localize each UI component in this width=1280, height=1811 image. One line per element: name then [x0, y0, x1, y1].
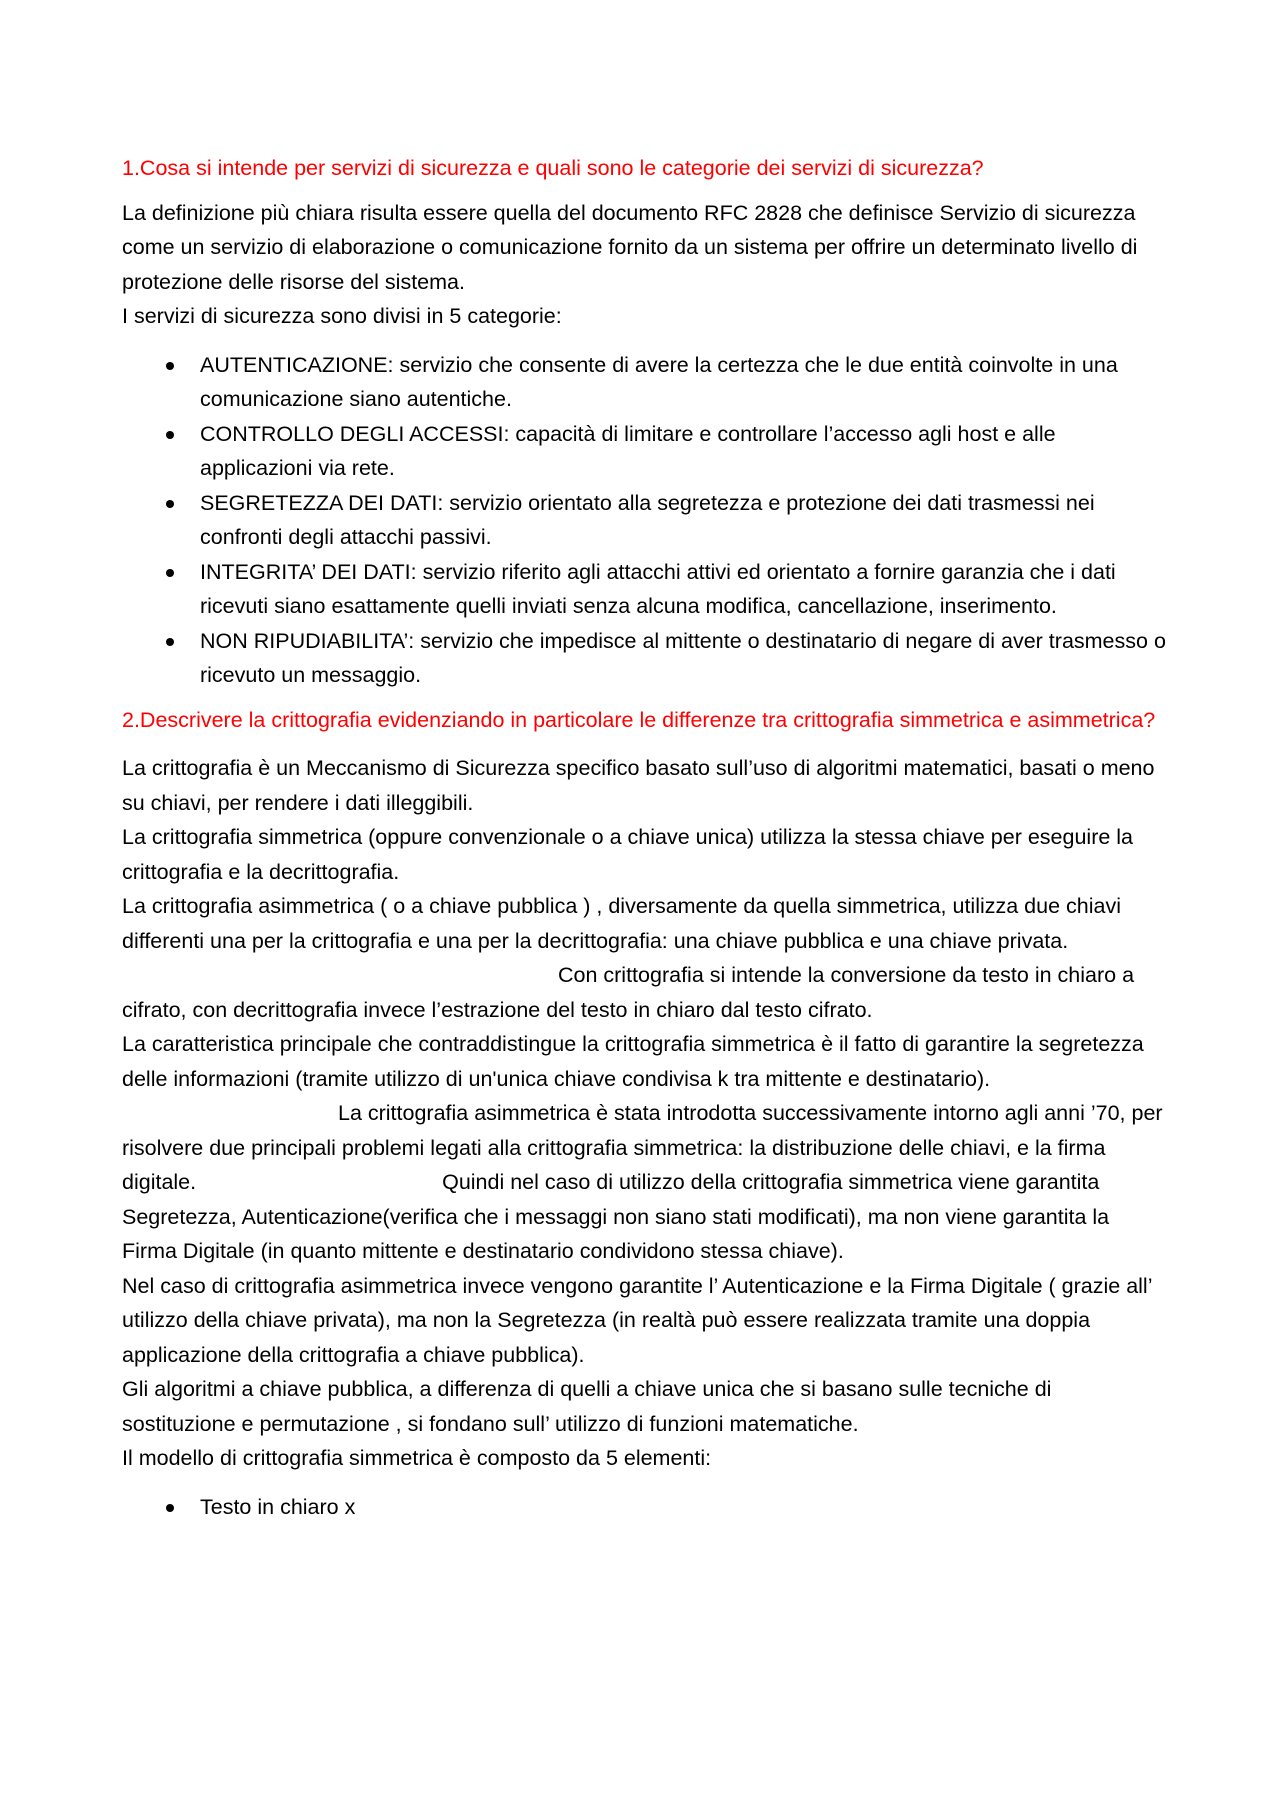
list-item	[122, 417, 1167, 486]
q2-body-paragraph	[122, 751, 1167, 1476]
q2-text-symmetric-guarantees: Quindi nel caso di utilizzo della crittografia simmetrica viene garantita Segretezza, Autenticazione(verifica che i messaggi non siano stati modificati), ma non viene garantita la Firma Digitale (in quanto mittente e destinatario condividono stessa chiave).	[122, 1170, 1110, 1263]
q2-text-asymmetric-guarantees: Nel caso di crittografia asimmetrica invece vengono garantite l’ Autenticazione e la Firma Digitale ( grazie all’ utilizzo della chiave privata), ma non la Segretezza (in realtà può essere realizzata tramite una doppia applicazione della crittografia a chiave pubblica).	[122, 1273, 1152, 1367]
bullet-icon	[166, 362, 174, 370]
list-item	[122, 1490, 1167, 1525]
list-item-text: CONTROLLO DEGLI ACCESSI: capacità di limitare e controllare l’accesso agli host e alle applicazioni via rete.	[200, 421, 1056, 480]
q2-text-symmetric: La crittografia simmetrica (oppure convenzionale o a chiave unica) utilizza la stessa chiave per eseguire la crittografia e la decrittografia.	[122, 825, 1134, 884]
bullet-icon	[166, 569, 174, 577]
bullet-icon	[166, 500, 174, 508]
list-item	[122, 555, 1167, 624]
list-item	[122, 486, 1167, 555]
model-elements-list	[122, 1490, 1167, 1525]
q2-text-model-intro: Il modello di crittografia simmetrica è composto da 5 elementi:	[122, 1446, 712, 1470]
list-item-text: SEGRETEZZA DEI DATI: servizio orientato alla segretezza e protezione dei dati trasmessi nei confronti degli attacchi passivi.	[200, 490, 1095, 549]
question-2-heading: 2.Descrivere la crittografia evidenziando in particolare le differenze tra crittografia simmetrica e asimmetrica?	[122, 707, 1156, 732]
bullet-icon	[166, 1504, 174, 1512]
list-item-text: INTEGRITA’ DEI DATI: servizio riferito agli attacchi attivi ed orientato a fornire garanzia che i dati ricevuti siano esattamente quelli inviati senza alcuna modifica, cancellazione, inserimento.	[200, 559, 1116, 618]
list-item-text: AUTENTICAZIONE: servizio che consente di avere la certezza che le due entità coinvolte in una comunicazione siano autentiche.	[200, 352, 1118, 411]
list-item	[122, 348, 1167, 417]
q2-text-conversion: Con crittografia si intende la conversione da testo in chiaro a cifrato, con decrittografia invece l’estrazione del testo in chiaro dal testo cifrato.	[122, 963, 1135, 1022]
bullet-icon	[166, 431, 174, 439]
document-content	[122, 151, 1167, 1524]
list-item-text: Testo in chiaro x	[200, 1494, 356, 1519]
list-item	[122, 624, 1167, 693]
q2-text-introduction: La crittografia asimmetrica è stata introdotta successivamente intorno agli anni ’70, per risolvere due principali problemi legati alla crittografia simmetrica: la distribuzione delle chiavi, e la firma digitale.	[122, 1101, 1163, 1194]
q2-text-crittografia-definition: La crittografia è un Meccanismo di Sicurezza specifico basato sull’uso di algoritmi matematici, basati o meno su chiavi, per rendere i dati illeggibili.	[122, 756, 1155, 815]
q2-text-public-key-algorithms: Gli algoritmi a chiave pubblica, a differenza di quelli a chiave unica che si basano sulle tecniche di sostituzione e permutazione , si fondano sull’ utilizzo di funzioni matematiche.	[122, 1377, 1052, 1436]
q2-text-asymmetric: La crittografia asimmetrica ( o a chiave pubblica ) , diversamente da quella simmetrica, utilizza due chiavi differenti una per la crittografia e una per la decrittografia: una chiave pubblica e una chiave privata.	[122, 894, 1121, 953]
q2-text-main-feature: La caratteristica principale che contraddistingue la crittografia simmetrica è il fatto di garantire la segretezza delle informazioni (tramite utilizzo di un'unica chiave condivisa k tra mittente e destinatario).	[122, 1032, 1144, 1091]
list-item-text: NON RIPUDIABILITA’: servizio che impedisce al mittente o destinatario di negare di aver trasmesso o ricevuto un messaggio.	[200, 628, 1166, 687]
question-1-heading: 1.Cosa si intende per servizi di sicurezza e quali sono le categorie dei servizi di sicurezza?	[122, 156, 984, 180]
q1-intro-text: La definizione più chiara risulta essere quella del documento RFC 2828 che definisce Servizio di sicurezza come un servizio di elaborazione o comunicazione fornito da un sistema per offrire un determinato livello di protezione delle risorse del sistema.	[122, 200, 1138, 294]
q1-intro-paragraph	[122, 196, 1167, 334]
bullet-icon	[166, 638, 174, 646]
q1-categories-intro: I servizi di sicurezza sono divisi in 5 categorie:	[122, 304, 562, 328]
security-categories-list	[122, 348, 1167, 693]
